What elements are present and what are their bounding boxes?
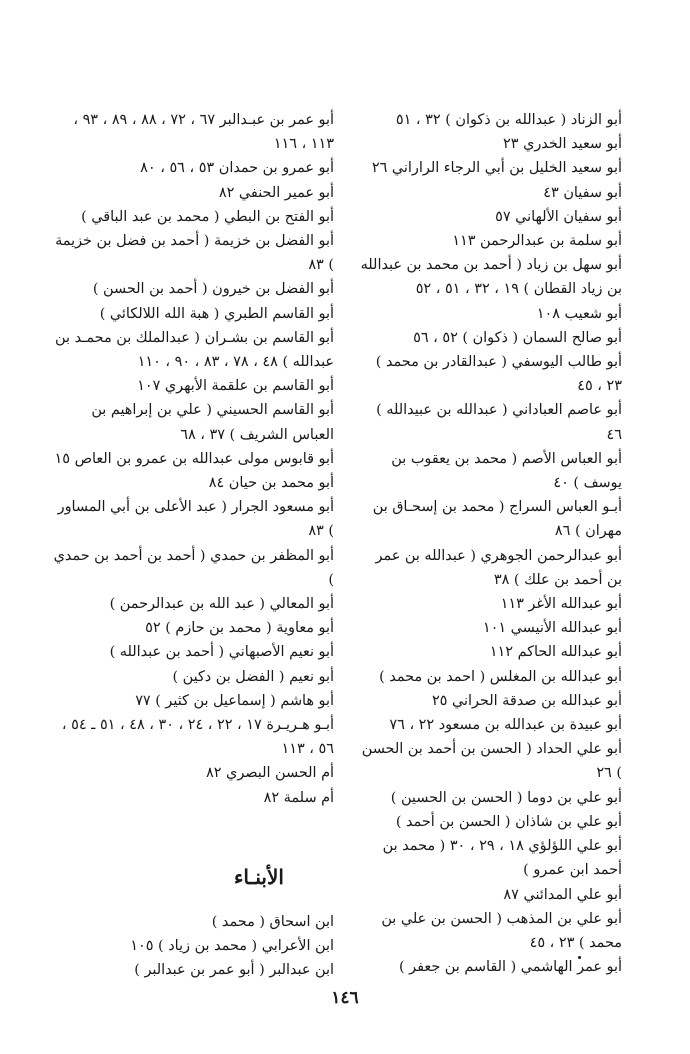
left-column-entries: [52, 108, 334, 810]
index-entry: أبو عبيدة بن عبدالله بن مسعود ٢٢ ، ٧٦: [389, 717, 622, 734]
index-entry: أبو علي اللؤلؤي ١٨ ، ٢٩ ، ٣٠ ( محمد بن أحمد ابن عمرو ): [382, 838, 622, 879]
index-entry: أبو عبدالله بن صدقة الحراني ٢٥: [431, 692, 622, 709]
section-heading: الأبنـاء: [234, 864, 284, 889]
index-entry: أبو علي بن دوما ( الحسن بن الحسين ): [390, 789, 622, 806]
index-entry: أم سلمة ٨٢: [263, 789, 334, 806]
index-entry: أبو سعيد الخليل بن أبي الرجاء الراراني ٢٦: [371, 160, 622, 177]
index-entry: أبو عبدالله بن المغلس ( احمد بن محمد ): [379, 668, 622, 685]
index-entry: أبو الفضل بن خيرون ( أحمد بن الحسن ): [92, 281, 334, 298]
index-entry: أبو محمد بن حيان ٨٤: [208, 475, 334, 492]
index-entry: ابن عبدالبر ( أبو عمر بن عبدالبر ): [134, 962, 334, 979]
index-entry: أبو القاسم الحسيني ( علي بن إبراهيم بن العباس الشريف ) ٣٧ ، ٦٨: [91, 402, 334, 443]
index-entry: أبو علي بن شاذان ( الحسن بن أحمد ): [395, 813, 622, 830]
index-entry: أبو عمر بن عبـدالبر ٦٧ ، ٧٢ ، ٨٨ ، ٨٩ ، ٩٣ ، ١١٣ ، ١١٦: [73, 112, 334, 153]
index-entry: ابن اسحاق ( محمد ): [211, 913, 334, 930]
index-entry: أبو القاسم الطبري ( هبة الله اللالكائي ): [99, 305, 334, 322]
index-entry: أبو القاسم بن علقمة الأبهري ١٠٧: [137, 378, 334, 395]
index-entry: أبو علي الحداد ( الحسن بن أحمد بن الحسن ) ٢٦: [361, 741, 622, 782]
index-entry: أبو عاصم العباداني ( عبدالله بن عبيدالله ) ٤٦: [376, 402, 622, 443]
index-entry: أبو طالب اليوسفي ( عبدالقادر بن محمد ) ٢٣ ، ٤٥: [375, 354, 622, 395]
index-entry: أبو الزناد ( عبدالله بن ذكوان ) ٣٢ ، ٥١: [395, 112, 622, 128]
index-entry: أبو علي بن المذهب ( الحسن بن علي بن محمد ) ٢٣ ، ٤٥: [381, 910, 622, 951]
index-entry: أبو سلمة بن عبدالرحمن ١١٣: [452, 233, 622, 250]
index-entry: أبو العباس الأصم ( محمد بن يعقوب بن يوسف ) ٤٠: [391, 450, 622, 492]
index-entry: أبو سهل بن زياد ( أحمد بن محمد بن عبدالله بن زياد القطان ) ١٩ ، ٣٢ ، ٥١ ، ٥٢: [360, 257, 622, 298]
index-entry: أبو هاشم ( إسماعيل بن كثير ) ٧٧: [135, 692, 334, 709]
index-entry: أبو صالح السمان ( ذكوان ) ٥٢ ، ٥٦: [413, 329, 622, 346]
index-entry: أبو عمير الحنفي ٨٢: [218, 184, 334, 201]
index-entry: أبو المظفر بن حمدي ( أحمد بن أحمد بن حمدي ): [53, 547, 334, 588]
index-entry: ابن الأعرابي ( محمد بن زياد ) ١٠٥: [130, 938, 334, 955]
index-entry: أبو عبدالله الأغر ١١٣: [500, 596, 622, 613]
index-entry: أبو نعيم ( الفضل بن دكين ): [172, 668, 334, 685]
index-entry: أبو عمر الهاشمي ( القاسم بن جعفر ): [398, 959, 622, 976]
left-column: [52, 108, 334, 983]
index-entry: أبو المعالي ( عبد الله بن عبدالرحمن ): [109, 596, 334, 613]
index-entry: أبو الفضل بن خزيمة ( أحمد بن فضل بن خزيمة ) ٨٣: [55, 233, 334, 274]
index-entry: أبو سعيد الخدري ٢٣: [503, 136, 622, 153]
index-entry: أبو عبدالله الحاكم ١١٢: [489, 644, 622, 661]
page-number: ١٤٦: [331, 988, 359, 1008]
stray-dot: [578, 956, 581, 959]
index-entry: أبو عبدالرحمن الجوهري ( عبدالله بن عمر بن أحمد بن علك ) ٣٨: [375, 547, 622, 588]
index-entry: أبو الفتح بن البطي ( محمد بن عبد الباقي ): [81, 208, 334, 225]
index-entry: أبو علي المدائني ٨٧: [503, 886, 622, 903]
right-column: [360, 108, 622, 979]
index-entry: أبو عبدالله الأنيسي ١٠١: [482, 620, 622, 637]
section-entries: [52, 910, 334, 983]
index-entry: أبو معاوية ( محمد بن حازم ) ٥٢: [145, 620, 334, 637]
index-entry: أبـو هـريـرة ١٧ ، ٢٢ ، ٢٤ ، ٣٠ ، ٤٨ ، ٥١ ـ ٥٤ ، ٥٦ ، ١١٣: [61, 717, 334, 758]
index-entry: أبو شعيب ١٠٨: [536, 305, 622, 322]
index-entry: أبو نعيم الأصبهاني ( أحمد بن عبدالله ): [109, 644, 334, 661]
index-entry: أبو سفيان الألهاني ٥٧: [495, 208, 622, 225]
index-entry: أبو سفيان ٤٣: [543, 184, 622, 201]
index-entry: أبو قابوس مولى عبدالله بن عمرو بن العاص ١٥: [54, 450, 334, 467]
index-entry: أم الحسن البصري ٨٢: [206, 765, 334, 782]
index-entry: أبو عمرو بن حمدان ٥٣ ، ٥٦ ، ٨٠: [140, 160, 334, 177]
index-entry: أبو القاسم بن بشـران ( عبدالملك بن محمـد بن عبدالله ) ٤٨ ، ٧٨ ، ٨٣ ، ٩٠ ، ١١٠: [55, 329, 334, 371]
index-entry: أبو مسعود الجرار ( عبد الأعلى بن أبي المساور ) ٨٣: [57, 499, 334, 540]
index-entry: أبـو العباس السراج ( محمد بن إسحـاق بن مهران ) ٨٦: [372, 499, 622, 540]
